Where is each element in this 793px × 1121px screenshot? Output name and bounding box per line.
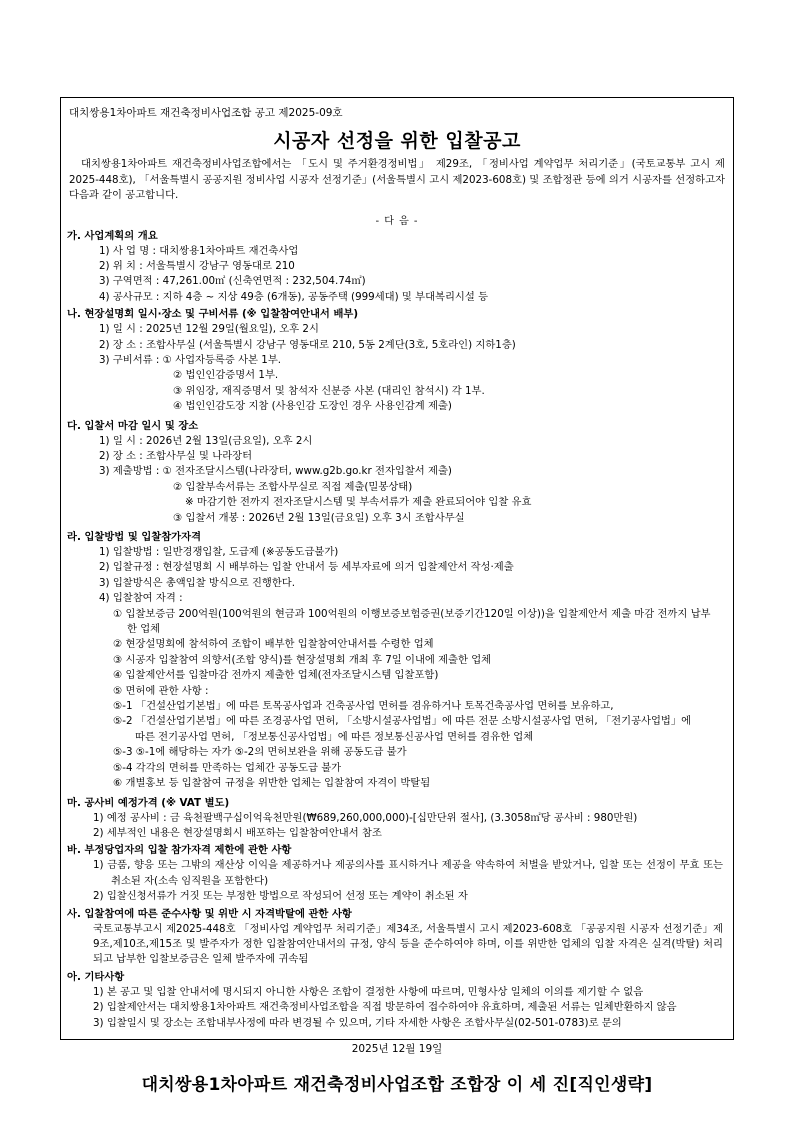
notice-body: [61, 98, 733, 1095]
qualification-item: ① 입찰보증금 200억원(100억원의 현금과 100억원의 이행보증보험증권(보증기간120일 이상))을 입찰제안서 제출 마감 전까지 납부한 업체: [113, 607, 711, 636]
list-subitem: ② 입찰부속서류는 조합사무실로 직접 제출(밀봉상태): [173, 480, 413, 493]
signature-line: 대치쌍용1차아파트 재건축정비사업조합 조합장 이 세 진[직인생략]: [141, 1074, 653, 1095]
list-subitem: ④ 법인인감도장 지참 (사용인감 도장인 경우 사용인감계 제출): [173, 400, 452, 413]
list-item: 3) 제출방법 : ① 전자조달시스템(나라장터, www.g2b.go.kr 전자입찰서 제출): [99, 465, 452, 478]
qualification-item: ② 현장설명회에 참석하여 조합이 배부한 입찰참여안내서를 수령한 업체: [113, 638, 434, 651]
qualification-subitem: ⑤-1 「건설산업기본법」에 따른 토목공사업과 건축공사업 면허를 겸유하거나 토목건축공사업 면허를 보유하고,: [113, 700, 614, 713]
list-item: 2) 입찰제안서는 대치쌍용1차아파트 재건축정비사업조합을 직접 방문하여 접수하여야 유효하며, 제출된 서류는 일체반환하지 않음: [93, 1001, 677, 1014]
list-item: 3) 구비서류 : ① 사업자등록증 사본 1부.: [99, 353, 282, 366]
list-item: 1) 금품, 향응 또는 그밖의 재산상 이익을 제공하거나 제공의사를 표시하거나 제공을 약속하여 처벌을 받았거나, 입찰 또는 선정이 무효 또는 취소된 자(소속 임직원을 포함한다): [93, 859, 723, 887]
qualification-item: ③ 시공자 입찰참여 의향서(조합 양식)를 현장설명회 개최 후 7일 이내에 제출한 업체: [113, 653, 492, 666]
list-item: 4) 공사규모 : 지하 4층 ~ 지상 49층 (6개동), 공동주택 (999세대) 및 부대복리시설 등: [99, 290, 489, 303]
paragraph: 국토교통부고시 제2025-448호 「정비사업 계약업무 처리기준」제34조, 서울특별시 고시 제2023-608호 「공공지원 시공자 선정기준」제9조,제10조,제15조 및 발주자가 정한 입찰참여안내서의 규정, 양식 등을 준수하여야 하며, 이를 위반한 업체의 입찰 자격은 실격(박탈) 처리되고 납부한 입찰보증금은 일체 발주자에 귀속됨: [93, 922, 723, 966]
notice-number: 대치쌍용1차아파트 재건축정비사업조합 공고 제2025-09호: [69, 107, 343, 119]
list-item: 1) 일 시 : 2026년 2월 13일(금요일), 오후 2시: [99, 434, 313, 447]
notice-frame: [60, 97, 734, 1095]
list-item: 1) 일 시 : 2025년 12월 29일(월요일), 오후 2시: [99, 323, 319, 336]
note-text: ※ 마감기한 전까지 전자조달시스템 및 부속서류가 제출 완료되어야 입찰 유효: [185, 496, 532, 509]
list-item: 3) 입찰일시 및 장소는 조합내부사정에 따라 변경될 수 있으며, 기타 자세한 사항은 조합사무실(02-501-0783)로 문의: [93, 1016, 622, 1029]
list-item: 2) 장 소 : 조합사무실 및 나라장터: [99, 449, 253, 462]
list-subitem: ② 법인인감증명서 1부.: [173, 369, 279, 382]
list-item: 3) 구역면적 : 47,261.00㎡ (신축연면적 : 232,504.74㎡): [99, 275, 366, 288]
section-heading-da: 다. 입찰서 마감 일시 및 장소: [67, 419, 199, 432]
list-item: 2) 입찰신청서류가 거짓 또는 부정한 방법으로 작성되어 선정 또는 계약이 취소된 자: [93, 890, 468, 903]
section-heading-ga: 가. 사업계획의 개요: [67, 229, 158, 242]
list-item: 1) 본 공고 및 입찰 안내서에 명시되지 아니한 사항은 조합이 결정한 사항에 따르며, 민형사상 일체의 이의를 제기할 수 없음: [93, 985, 644, 998]
list-item: 2) 입찰규정 : 현장설명회 시 배부하는 입찰 안내서 등 세부자료에 의거 입찰제안서 작성·제출: [99, 561, 514, 574]
divider-text: - 다 음 -: [375, 215, 419, 227]
section-heading-na: 나. 현장설명회 일시·장소 및 구비서류 (※ 입찰참여안내서 배부): [67, 308, 359, 321]
notice-date: 2025년 12월 19일: [351, 1042, 443, 1055]
section-heading-a: 아. 기타사항: [67, 970, 125, 983]
list-item: 3) 입찰방식은 총액입찰 방식으로 진행한다.: [99, 576, 296, 589]
list-item: 2) 세부적인 내용은 현장설명회시 배포하는 입찰참여안내서 참조: [93, 826, 382, 839]
qualification-subitem: ⑤-2 「건설산업기본법」에 따른 조경공사업 면허, 「소방시설공사업법」에 따른 전문 소방시설공사업 면허, 「전기공사업법」에: [113, 715, 692, 728]
list-subitem: ③ 위임장, 재직증명서 및 참석자 신분증 사본 (대리인 참석시) 각 1부.: [173, 384, 485, 397]
list-item: 1) 입찰방법 : 일반경쟁입찰, 도급제 (※공동도급불가): [99, 546, 339, 558]
list-item: 4) 입찰참여 자격 :: [99, 592, 183, 605]
qualification-subitem: ⑤-3 ⑤-1에 해당하는 자가 ⑤-2의 면허보완을 위해 공동도급 불가: [113, 746, 407, 759]
page-title: 시공자 선정을 위한 입찰공고: [273, 130, 521, 152]
qualification-item: ⑤ 면허에 관한 사항 :: [113, 684, 209, 697]
qualification-subitem: 따른 전기공사업 면허, 「정보통신공사업법」에 따른 정보통신공사업 면허를 겸유한 업체: [135, 730, 534, 743]
section-heading-ma: 마. 공사비 예정가격 (※ VAT 별도): [67, 796, 230, 809]
section-heading-ra: 라. 입찰방법 및 입찰참가자격: [67, 531, 202, 543]
qualification-item: ⑥ 개별홍보 등 입찰참여 규정을 위반한 업체는 입찰참여 자격이 박탈됨: [113, 777, 431, 790]
section-heading-ba: 바. 부정당업자의 입찰 참가자격 제한에 관한 사항: [67, 844, 292, 857]
list-item: 1) 사 업 명 : 대치쌍용1차아파트 재건축사업: [99, 244, 299, 257]
list-item: 2) 위 치 : 서울특별시 강남구 영동대로 210: [99, 259, 295, 272]
qualification-item: ④ 입찰제안서를 입찰마감 전까지 제출한 업체(전자조달시스템 입찰포함): [113, 669, 439, 682]
intro-paragraph: 대치쌍용1차아파트 재건축정비사업조합에서는 「도시 및 주거환경정비법」 제29조, 「정비사업 계약업무 처리기준」(국토교통부 고시 제2025-448호), 「서울특별시 공공지원 정비사업 시공자 선정기준」(서울특별시 고시 제2023-608호) 및 조합정관 등에 의거 시공자를 선정하고자 다음과 같이 공고합니다.: [69, 158, 725, 201]
list-item: 1) 예정 공사비 : 금 육천팔백구십이억육천만원(₩689,260,000,000)-[십만단위 절사], (3.3058㎡당 공사비 : 980만원): [93, 811, 638, 824]
list-subitem: ③ 입찰서 개봉 : 2026년 2월 13일(금요일) 오후 3시 조합사무실: [173, 511, 465, 524]
list-item: 2) 장 소 : 조합사무실 (서울특별시 강남구 영동대로 210, 5동 2계단(3호, 5호라인) 지하1층): [99, 338, 516, 351]
qualification-subitem: ⑤-4 각각의 면허를 만족하는 업체간 공동도급 불가: [113, 761, 342, 774]
section-heading-sa: 사. 입찰참여에 따른 준수사항 및 위반 시 자격박탈에 관한 사항: [67, 907, 352, 920]
